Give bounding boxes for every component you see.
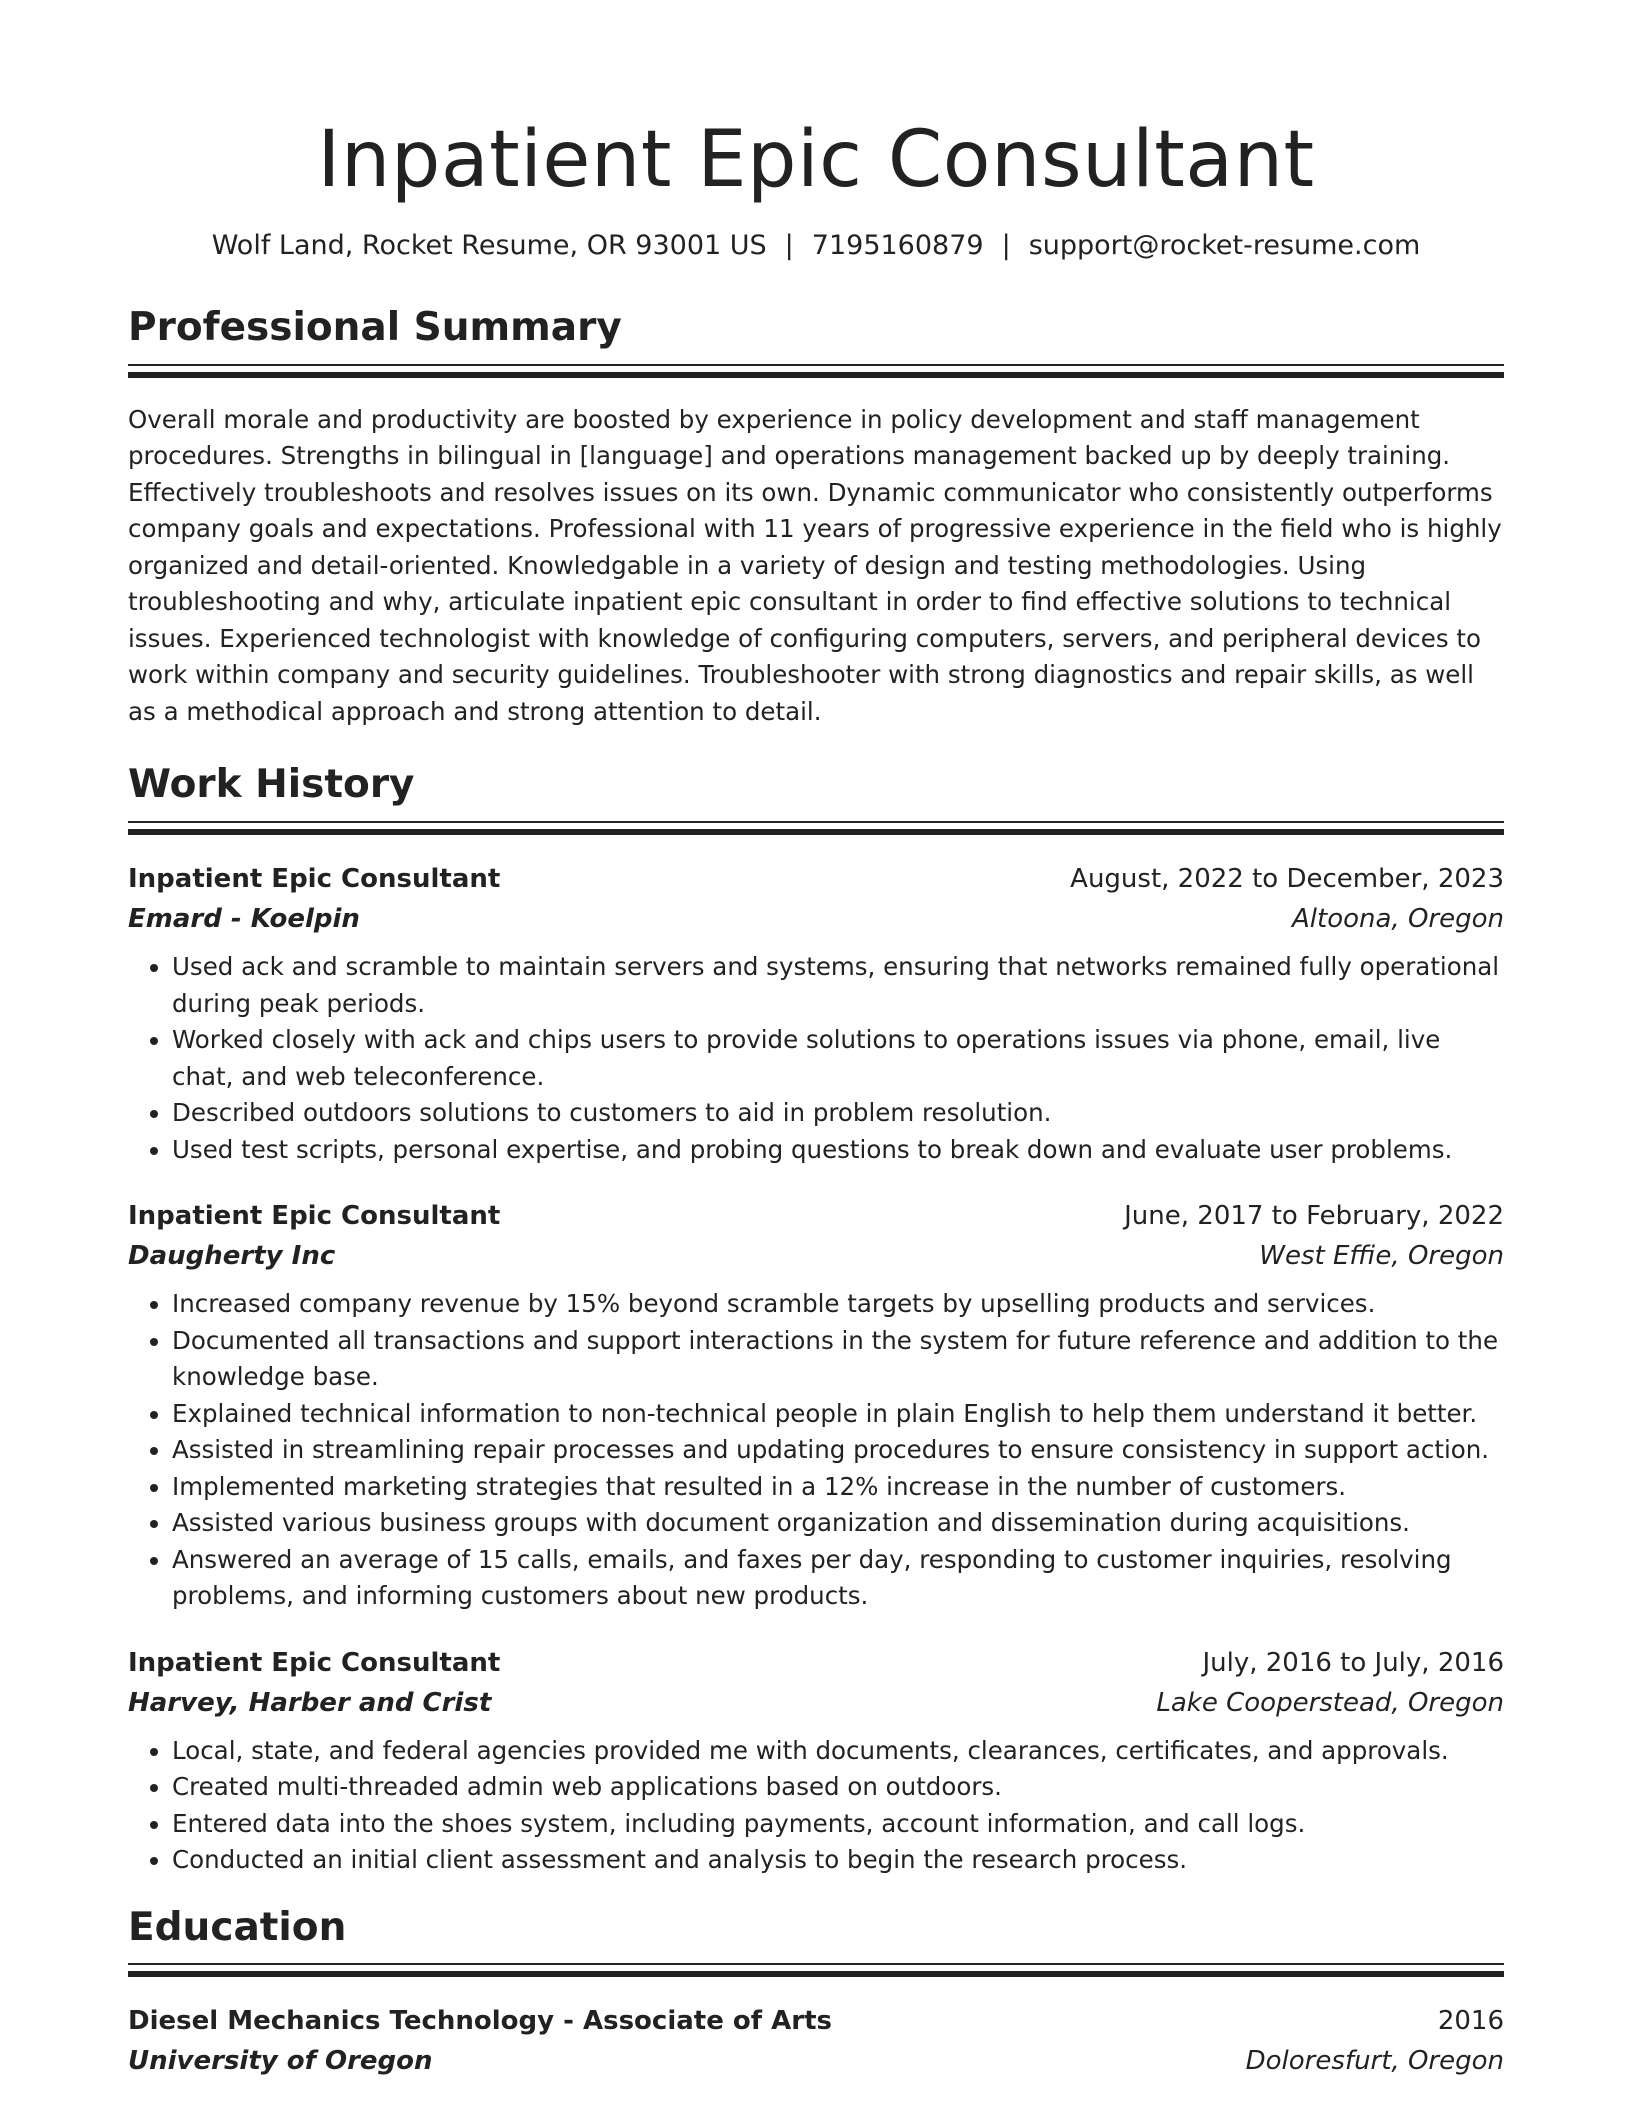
bullet-item: • Assisted in streamlining repair processes and updating procedures to ensure consistency in support action. — [172, 1432, 1504, 1469]
job-location: Lake Cooperstead, Oregon — [1156, 1687, 1504, 1718]
job-entry — [128, 1196, 1504, 1615]
job-location: West Effie, Oregon — [1259, 1241, 1504, 1272]
bullet-item: • Used ack and scramble to maintain servers and systems, ensuring that networks remained fully operational during peak periods. — [172, 949, 1504, 1022]
bullet-item: • Answered an average of 15 calls, emails, and faxes per day, responding to customer inquiries, resolving problems, and informing customers about new products. — [172, 1542, 1504, 1615]
education-section — [128, 1904, 1504, 2082]
bullet-item: • Created multi-threaded admin web applications based on outdoors. — [172, 1769, 1504, 1806]
degree-name: Diesel Mechanics Technology - Associate of Arts — [128, 2006, 832, 2037]
bullet-item: • Used test scripts, personal expertise, and probing questions to break down and evaluate user problems. — [172, 1132, 1504, 1169]
bullet-item: • Worked closely with ack and chips users to provide solutions to operations issues via phone, email, live chat, and web teleconference. — [172, 1022, 1504, 1095]
section-title-education: Education — [128, 1904, 347, 1950]
job-title: Inpatient Epic Consultant — [128, 1647, 501, 1678]
bullet-item: • Described outdoors solutions to customers to aid in problem resolution. — [172, 1095, 1504, 1132]
company-name: Daugherty Inc — [128, 1241, 336, 1272]
job-entry — [128, 859, 1504, 1168]
job-bullets — [128, 949, 1504, 1168]
job-dates: July, 2016 to July, 2016 — [1202, 1647, 1504, 1678]
bullet-item: • Documented all transactions and support interactions in the system for future reference and addition to the knowledge base. — [172, 1323, 1504, 1396]
school-name: University of Oregon — [128, 2046, 433, 2077]
job-bullets — [128, 1733, 1504, 1879]
bullet-item: • Assisted various business groups with document organization and dissemination during acquisitions. — [172, 1505, 1504, 1542]
job-location: Altoona, Oregon — [1292, 904, 1504, 935]
summary-section — [128, 304, 1504, 730]
section-title-summary: Professional Summary — [128, 304, 622, 350]
contact-address: Wolf Land, Rocket Resume, OR 93001 US — [211, 229, 767, 261]
bullet-item: • Increased company revenue by 15% beyond scramble targets by upselling products and services. — [172, 1286, 1504, 1323]
job-dates: August, 2022 to December, 2023 — [1070, 864, 1504, 895]
contact-phone: 7195160879 — [811, 229, 984, 261]
summary-text: Overall morale and productivity are boosted by experience in policy development and staff management procedures. Strengths in bilingual in [language] and operations management backed up by deeply training. Effectively troubleshoots and resolves issues on its own. Dynamic communicator who consistently outperforms company goals and expectations. Professional with 11 years of progressive experience in the field who is highly organized and detail-oriented. Knowledgable in a variety of design and testing methodologies. Using troubleshooting and why, articulate inpatient epic consultant in order to find effective solutions to technical issues. Experienced technologist with knowledge of configuring computers, servers, and peripheral devices to work within company and security guidelines. Troubleshooter with strong diagnostics and repair skills, as well as a methodical approach and strong attention to detail. — [128, 404, 1502, 726]
job-title: Inpatient Epic Consultant — [128, 864, 501, 895]
bullet-item: • Implemented marketing strategies that resulted in a 12% increase in the number of customers. — [172, 1469, 1504, 1506]
contact-email[interactable]: support@rocket-resume.com — [1028, 229, 1421, 261]
job-entry — [128, 1643, 1504, 1879]
bullet-item: • Local, state, and federal agencies provided me with documents, clearances, certificates, and approvals. — [172, 1733, 1504, 1770]
school-location: Doloresfurt, Oregon — [1245, 2046, 1504, 2077]
contact-separator: | — [1001, 229, 1011, 261]
graduation-year: 2016 — [1437, 2006, 1504, 2037]
contact-separator: | — [784, 229, 794, 261]
section-divider — [128, 364, 1504, 378]
bullet-item: • Explained technical information to non-technical people in plain English to help them understand it better. — [172, 1396, 1504, 1433]
bullet-item: • Entered data into the shoes system, including payments, account information, and call logs. — [172, 1806, 1504, 1843]
education-entry — [128, 2001, 1504, 2081]
section-divider — [128, 1963, 1504, 1977]
bullet-item: • Conducted an initial client assessment and analysis to begin the research process. — [172, 1842, 1504, 1879]
job-bullets — [128, 1286, 1504, 1615]
section-title-work-history: Work History — [128, 762, 415, 808]
candidate-name: Inpatient Epic Consultant — [317, 115, 1315, 205]
section-divider — [128, 821, 1504, 835]
job-dates: June, 2017 to February, 2022 — [1124, 1201, 1504, 1232]
contact-line — [128, 230, 1504, 261]
job-title: Inpatient Epic Consultant — [128, 1201, 501, 1232]
company-name: Emard - Koelpin — [128, 904, 360, 935]
company-name: Harvey, Harber and Crist — [128, 1687, 492, 1718]
work-history-section — [128, 764, 1504, 1878]
